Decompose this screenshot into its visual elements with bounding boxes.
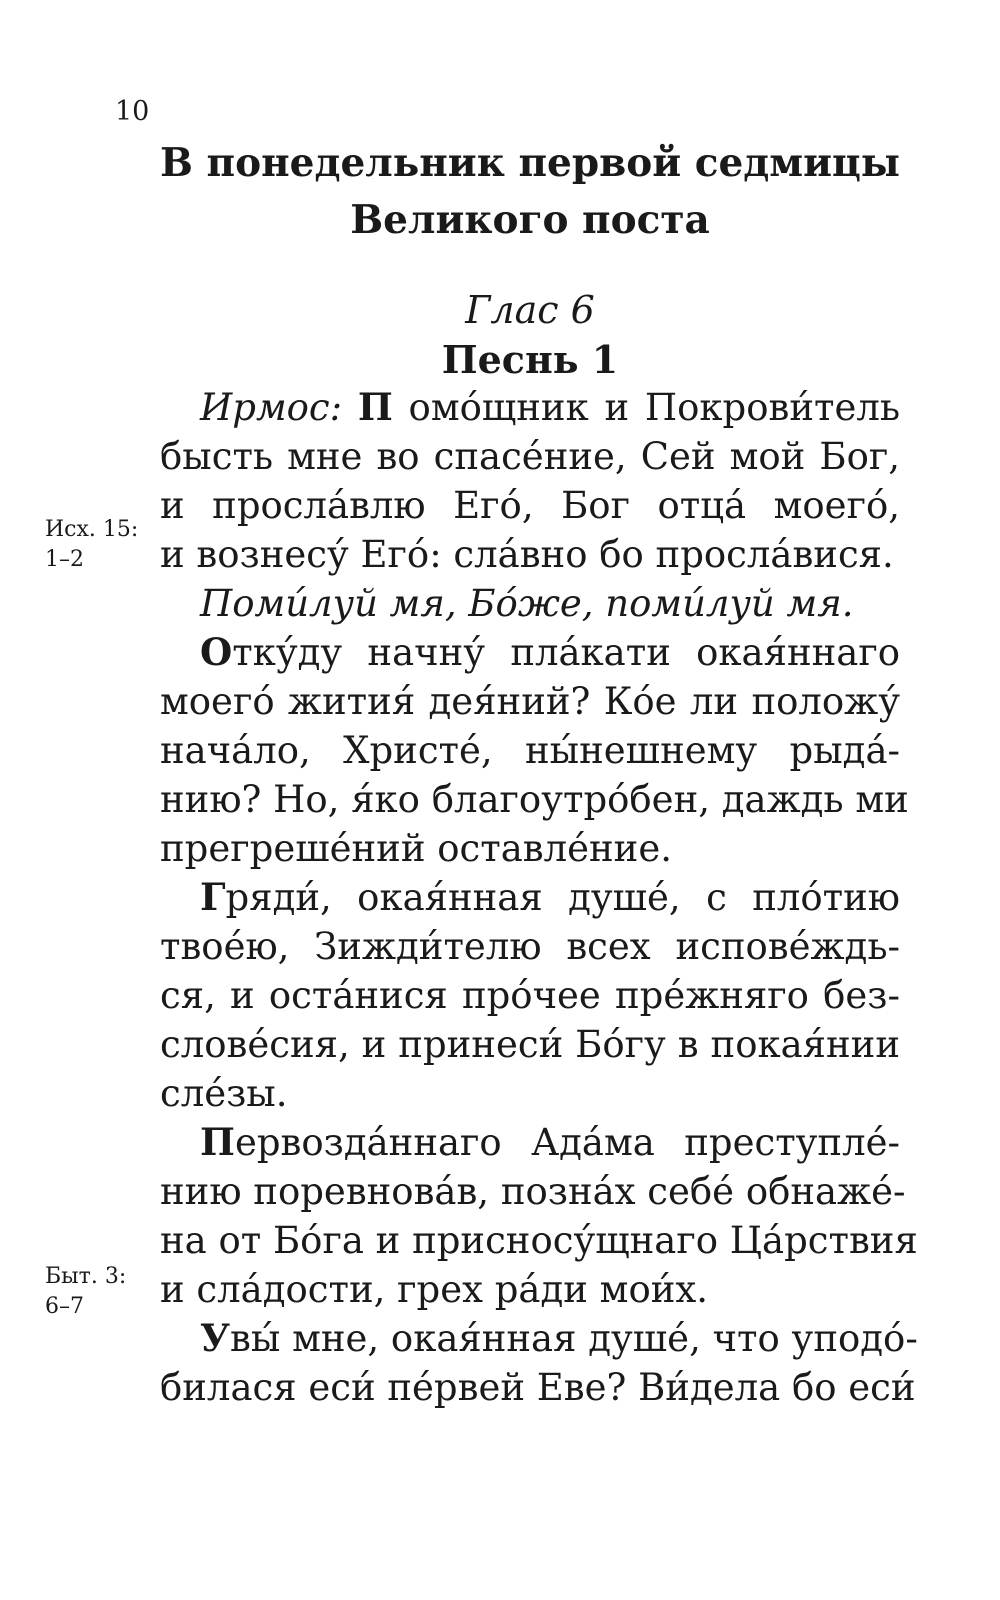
text-line (160, 1118, 900, 1167)
text-line: на от Бо́га и присносу́щнаго Ца́рствия (160, 1219, 918, 1262)
text-line (160, 873, 900, 922)
text-line: сле́зы. (160, 1072, 288, 1115)
line-text: ервозда́ннаго Ада́ма преступле́- (234, 1121, 900, 1164)
text-line (160, 628, 900, 677)
line-text: вы́ мне, окая́нная душе́, что уподо́- (230, 1317, 918, 1360)
canon-text (160, 383, 918, 1412)
ode-heading: Песнь 1 (441, 337, 619, 382)
margin-reference-verses: 6–7 (45, 1294, 84, 1319)
text-line: нию поревнова́в, позна́х себе́ обнаже́- (160, 1170, 906, 1213)
drop-initial: П (357, 385, 393, 429)
drop-initial: О (200, 630, 233, 674)
line-text: тку́ду начну́ пла́кати окая́ннаго (232, 631, 900, 674)
tone-heading: Глас 6 (465, 288, 595, 332)
page-title (160, 135, 900, 249)
drop-initial: Г (200, 875, 226, 919)
refrain: Поми́луй мя, Бо́же, поми́луй мя. (200, 582, 854, 625)
line-text: ряди́, окая́нная душе́, с пло́тию (225, 876, 900, 919)
text-line: твое́ю, Зижди́телю всех испове́ждь- (160, 925, 900, 968)
text-line: прегреше́ний оставле́ние. (160, 827, 672, 870)
drop-initial: У (200, 1316, 231, 1360)
drop-initial: П (200, 1120, 235, 1164)
text-line: бысть мне во спасе́ние, Сей мой Бог, (160, 435, 900, 478)
irmos-label: Ирмос: (200, 386, 343, 429)
page-number: 10 (115, 96, 150, 127)
margin-reference-verses: 1–2 (45, 547, 84, 572)
title-line-2: Великого поста (350, 197, 710, 243)
text-line: и просла́влю Его́, Бог отца́ моего́, (160, 484, 900, 527)
troparion-paragraph (160, 1314, 918, 1412)
margin-reference-book: Быт. 3: (45, 1264, 127, 1289)
text-line: моего́ жития́ дея́ний? Ко́е ли положу́ (160, 680, 900, 723)
text-line (160, 1314, 918, 1363)
troparion-paragraph (160, 873, 900, 1118)
irmos-paragraph (160, 383, 900, 579)
title-line-1: В понедельник первой седмицы (160, 140, 900, 186)
margin-reference (45, 1262, 126, 1322)
text-line: и сла́дости, грех ра́ди мои́х. (160, 1268, 709, 1311)
text-line: билася еси́ пе́рвей Еве? Ви́дела бо еси́ (160, 1366, 916, 1409)
troparion-paragraph (160, 628, 909, 873)
margin-reference (45, 515, 138, 575)
text-line: слове́сия, и принеси́ Бо́гу в покая́нии (160, 1023, 900, 1066)
troparion-paragraph (160, 1118, 918, 1314)
text-line (160, 383, 900, 432)
text-line: ся, и оста́нися про́чее пре́жняго без- (160, 974, 900, 1017)
text-line: нача́ло, Христе́, ны́нешнему рыда́- (160, 729, 900, 772)
line-text: омо́щник и Покрови́тель (392, 386, 900, 429)
text-line: нию? Но, я́ко благоутро́бен, даждь ми (160, 778, 909, 821)
margin-reference-book: Исх. 15: (45, 517, 139, 542)
text-line: и вознесу́ Его́: сла́вно бо просла́вися. (160, 533, 894, 576)
